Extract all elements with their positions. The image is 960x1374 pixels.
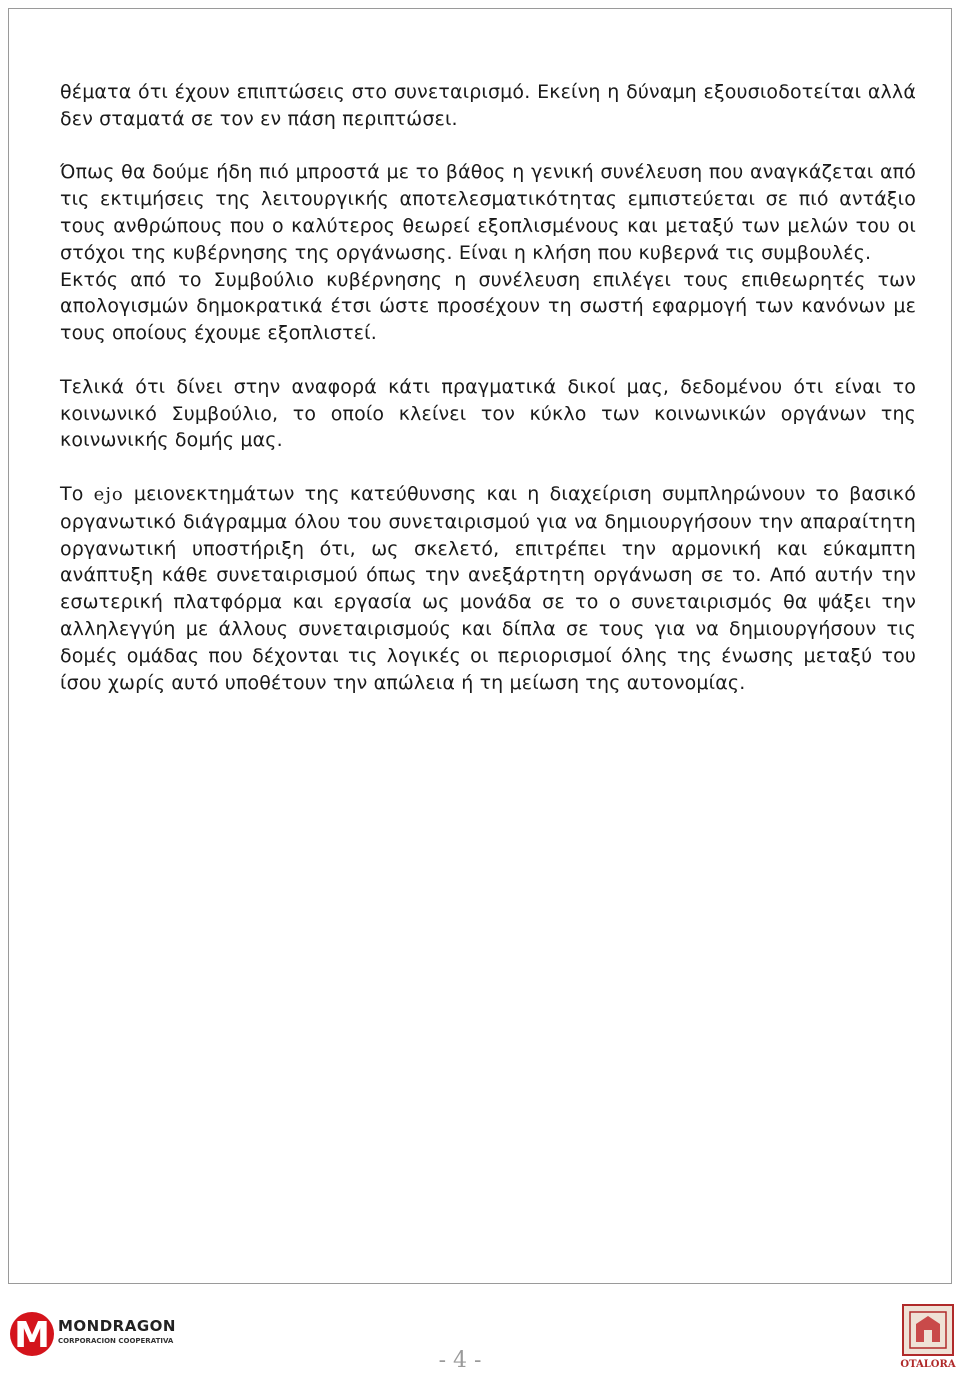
page-number: - 4 - <box>438 1348 482 1373</box>
paragraph-2: Όπως θα δούμε ήδη πιό μπροστά με το βάθος η γενική συνέλευση που αναγκάζεται από τις εκτιμήσεις της λειτουργικής αποτελεσματικότητας εμπιστεύεται σε πιό αντάξιο τους ανθρώπους που ο καλύτερος θεωρεί εξοπλισμένους και μεταξύ των μελών του οι στόχοι της κυβέρνησης της οργάνωσης. Είναι η κλήση που κυβερνά τις συμβουλές. <box>60 161 916 264</box>
paragraph-5 <box>60 481 916 696</box>
paragraph-5-rest: μειονεκτημάτων της κατεύθυνσης και η διαχείριση συμπληρώνουν το βασικό οργανωτικό διάγραμμα όλου του συνεταιρισμού για να δημιουργήσουν την απαραίτητη οργανωτική υποστήριξη ότι, ως σκελετό, επιτρέπει την αρμονική και εύκαμπτη ανάπτυξη κάθε συνεταιρισμού όπως την ανεξάρτητη οργάνωση σε το. Από αυτήν την εσωτερική πλατφόρμα και εργασία ως μονάδα σε το ο συνεταιρισμός θα ψάξει την αλληλεγγύη με άλλους συνεταιρισμούς και δίπλα σε τους για να δημιουργήσουν τις δομές ομάδας που δέχονται τις λογικές οι περιορισμοί όλης της ένωσης μεταξύ του ίσου χωρίς αυτό υποθέτουν την απώλεια ή τη μείωση της αυτονομίας. <box>60 482 916 694</box>
otalora-logo <box>900 1302 956 1372</box>
paragraph-5-odd-word: ejo <box>93 483 124 505</box>
paragraph-1: θέματα ότι έχουν επιπτώσεις στο συνεταιρισμό. Εκείνη η δύναμη εξουσιοδοτείται αλλά δεν σταματά σε τον εν πάση περιπτώσει. <box>60 81 916 130</box>
paragraph-4: Τελικά ότι δίνει στην αναφορά κάτι πραγματικά δικοί μας, δεδομένου ότι είναι το κοινωνικό Συμβούλιο, το οποίο κλείνει τον κύκλο των κοινωνικών οργάνων της κοινωνικής δομής μας. <box>60 375 916 452</box>
mondragon-subtitle: CORPORACION COOPERATIVA <box>58 1337 174 1345</box>
mondragon-name: MONDRAGON <box>58 1317 176 1335</box>
document-body <box>60 79 916 696</box>
mondragon-logo <box>8 1303 176 1363</box>
mondragon-mark: M <box>14 1315 50 1356</box>
paragraph-5-lead: Το <box>60 482 84 505</box>
otalora-name: OTALORA <box>900 1359 956 1370</box>
paragraph-3: Εκτός από το Συμβούλιο κυβέρνησης η συνέλευση επιλέγει τους επιθεωρητές των απολογισμών δημοκρατικά έτσι ώστε προσέχουν τη σωστή εφαρμογή των κανόνων με τους οποίους έχουμε εξοπλιστεί. <box>60 268 916 345</box>
